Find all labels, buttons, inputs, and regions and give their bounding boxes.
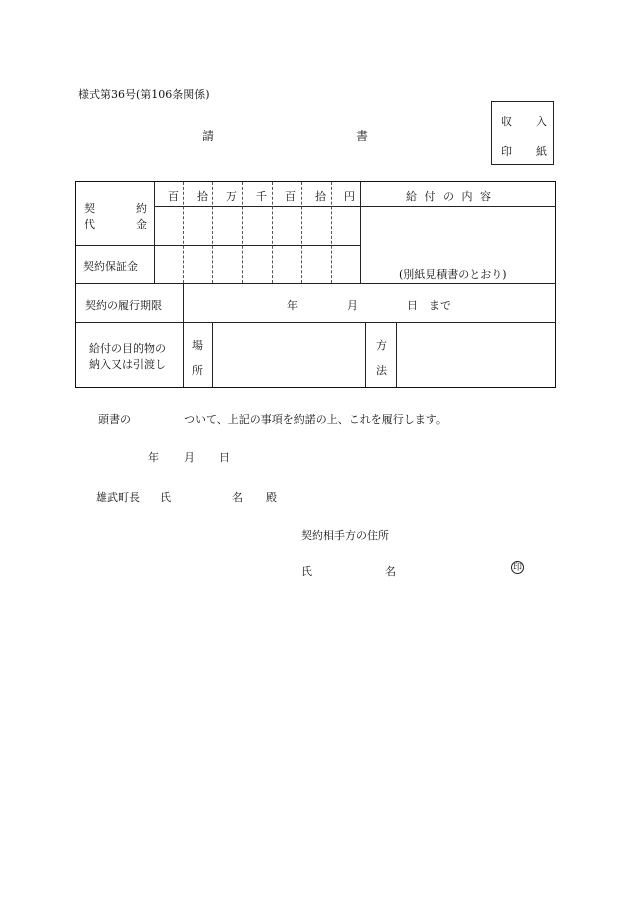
method-label: 法: [376, 364, 387, 377]
col-line: [396, 322, 397, 387]
digit-divider: [183, 182, 184, 283]
stamp-char: 入: [536, 115, 547, 128]
form-number: 様式第36号(第106条関係): [78, 88, 210, 101]
digit-label-man: 万: [226, 190, 237, 203]
place-label: 所: [192, 364, 203, 377]
seal-mark: 印: [512, 563, 522, 573]
term-until: まで: [429, 299, 451, 312]
body-text-suffix: ついて、上記の事項を約諾の上、これを履行します。: [184, 413, 447, 426]
digit-divider: [272, 182, 273, 283]
contract-amount-label: 代: [84, 218, 95, 231]
col-line: [365, 322, 366, 387]
security-deposit-label: 契約保証金: [83, 260, 138, 273]
digit-divider: [212, 182, 213, 283]
digit-label-en: 円: [344, 190, 355, 203]
term-month: 月: [347, 299, 358, 312]
col-line: [212, 322, 213, 387]
delivery-header-line: [360, 206, 556, 207]
method-label: 方: [376, 339, 387, 352]
recipient-title: 雄武町長: [96, 491, 140, 504]
recipient-name-char: 名: [232, 491, 243, 504]
delivery-content-header: 給 付 の 内 容: [406, 190, 491, 203]
revenue-stamp-box: [491, 101, 554, 165]
digit-header-line: [154, 206, 360, 207]
row-line: [76, 283, 556, 284]
contract-amount-label: 約: [136, 202, 147, 215]
digit-label-juu: 拾: [315, 190, 326, 203]
recipient-honorific: 殿: [266, 491, 277, 504]
stamp-char: 収: [501, 115, 512, 128]
date-month: 月: [184, 451, 195, 464]
estimate-note: (別紙見積書のとおり): [399, 268, 507, 281]
digit-divider: [301, 182, 302, 283]
body-text-prefix: 頭書の: [98, 413, 131, 426]
term-day: 日: [407, 299, 418, 312]
goods-delivery-label: 納入又は引渡し: [89, 358, 166, 371]
date-day: 日: [219, 451, 230, 464]
date-year: 年: [148, 451, 159, 464]
contract-amount-label: 契: [84, 202, 95, 215]
digit-label-hyaku: 百: [168, 190, 179, 203]
digit-divider: [242, 182, 243, 283]
row-line: [76, 322, 556, 323]
row-line: [76, 245, 360, 246]
digit-divider: [331, 182, 332, 283]
term-year: 年: [287, 299, 298, 312]
stamp-char: 紙: [536, 145, 547, 158]
place-label: 場: [192, 339, 203, 352]
digit-label-sen: 千: [256, 190, 267, 203]
col-line: [154, 182, 155, 283]
contractor-name-char: 名: [385, 565, 396, 578]
contractor-address-label: 契約相手方の住所: [301, 529, 389, 542]
col-line: [183, 283, 184, 387]
contract-table: [75, 181, 556, 388]
document-title-part1: 請: [202, 129, 215, 143]
digit-label-hyaku: 百: [285, 190, 296, 203]
recipient-name-char: 氏: [160, 491, 171, 504]
goods-delivery-label: 給付の目的物の: [89, 342, 166, 355]
document-title-part2: 書: [356, 129, 369, 143]
contractor-name-char: 氏: [301, 565, 312, 578]
col-line: [360, 182, 361, 283]
contract-amount-label: 金: [136, 218, 147, 231]
performance-term-label: 契約の履行期限: [85, 299, 162, 312]
stamp-char: 印: [501, 145, 512, 158]
digit-label-juu: 拾: [197, 190, 208, 203]
